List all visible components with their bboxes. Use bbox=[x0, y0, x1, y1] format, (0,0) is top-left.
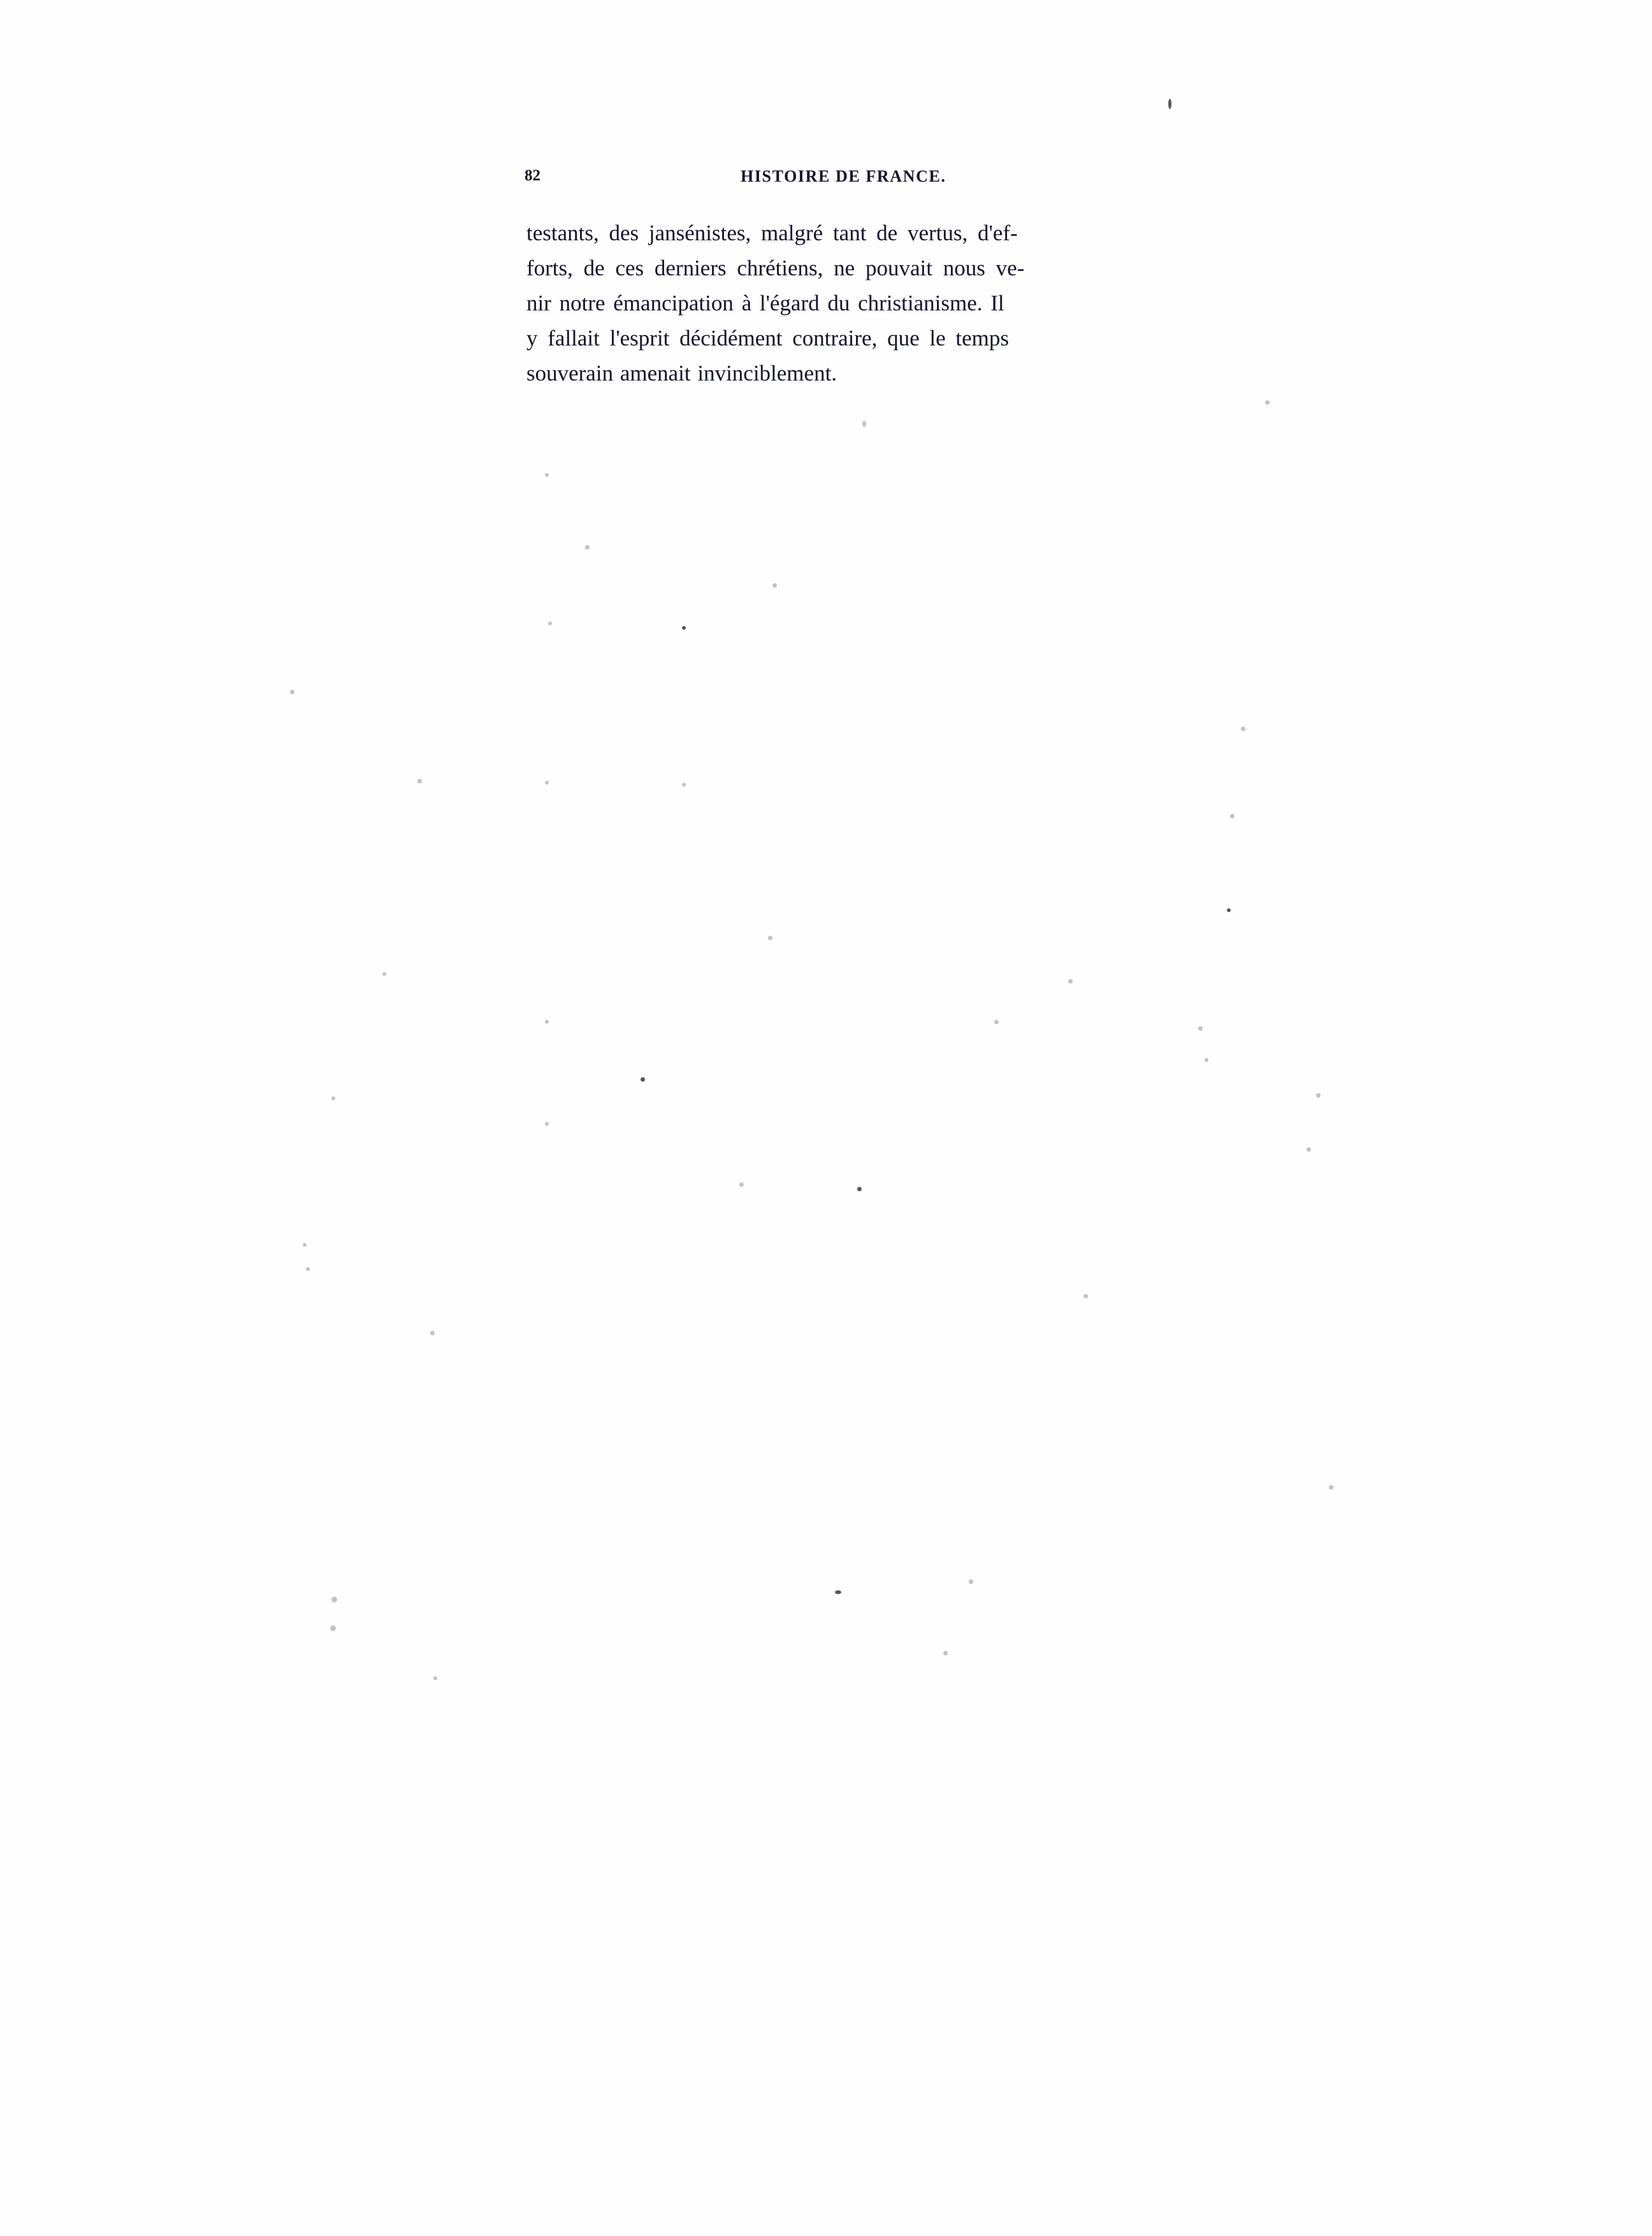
scan-speck bbox=[545, 1020, 549, 1024]
scan-speck bbox=[1241, 727, 1245, 731]
scan-speck bbox=[1265, 400, 1270, 405]
scan-speck bbox=[862, 421, 866, 427]
text-line: forts, de ces derniers chrétiens, ne pouvait nous ve- bbox=[526, 256, 1025, 280]
scan-speck bbox=[1083, 1294, 1088, 1298]
scan-speck bbox=[682, 626, 686, 630]
scan-speck bbox=[943, 1651, 948, 1655]
scan-speck bbox=[331, 1096, 335, 1100]
scan-speck bbox=[290, 690, 294, 694]
text-line: testants, des jansénistes, malgré tant de vertus, d'ef- bbox=[526, 221, 1018, 245]
page-number: 82 bbox=[525, 167, 540, 184]
paragraph-continuation bbox=[526, 215, 1215, 391]
body-text-block bbox=[526, 215, 1215, 391]
scan-speck bbox=[548, 621, 552, 625]
scan-speck bbox=[545, 473, 549, 477]
scan-speck bbox=[1329, 1485, 1333, 1490]
scan-speck bbox=[641, 1077, 645, 1082]
scan-speck bbox=[1068, 979, 1073, 984]
scan-speck bbox=[768, 936, 772, 940]
scan-speck bbox=[1198, 1026, 1203, 1031]
scan-speck bbox=[331, 1597, 337, 1602]
scan-speck bbox=[1307, 1147, 1311, 1152]
scan-speck bbox=[430, 1331, 435, 1335]
scan-speck bbox=[382, 972, 386, 976]
scan-speck bbox=[1227, 908, 1231, 912]
scan-speck bbox=[1230, 814, 1235, 818]
running-head bbox=[0, 167, 1652, 192]
text-line: y fallait l'esprit décidément contraire, que le temps bbox=[526, 326, 1009, 351]
running-head-title: HISTOIRE DE FRANCE. bbox=[741, 167, 946, 185]
scan-speck bbox=[1168, 99, 1171, 109]
scan-speck bbox=[585, 545, 590, 549]
scan-speck bbox=[835, 1590, 841, 1594]
scan-speck bbox=[330, 1625, 336, 1631]
scan-speck bbox=[994, 1020, 999, 1024]
scan-speck bbox=[682, 783, 686, 787]
text-line: souverain amenait invinciblement. bbox=[526, 361, 837, 386]
scan-speck bbox=[772, 583, 777, 588]
scan-speck bbox=[545, 1122, 549, 1126]
scan-speck bbox=[417, 779, 422, 783]
scan-speck bbox=[303, 1243, 307, 1247]
scan-speck bbox=[969, 1579, 973, 1584]
scan-speck bbox=[433, 1676, 437, 1680]
scan-speck bbox=[857, 1187, 862, 1191]
text-line: nir notre émancipation à l'égard du christianisme. Il bbox=[526, 291, 1004, 316]
scan-speck bbox=[739, 1182, 744, 1187]
scan-speck bbox=[306, 1267, 310, 1271]
scan-speck bbox=[1205, 1058, 1208, 1062]
scan-speck bbox=[1316, 1093, 1321, 1098]
scan-speck bbox=[545, 781, 549, 785]
